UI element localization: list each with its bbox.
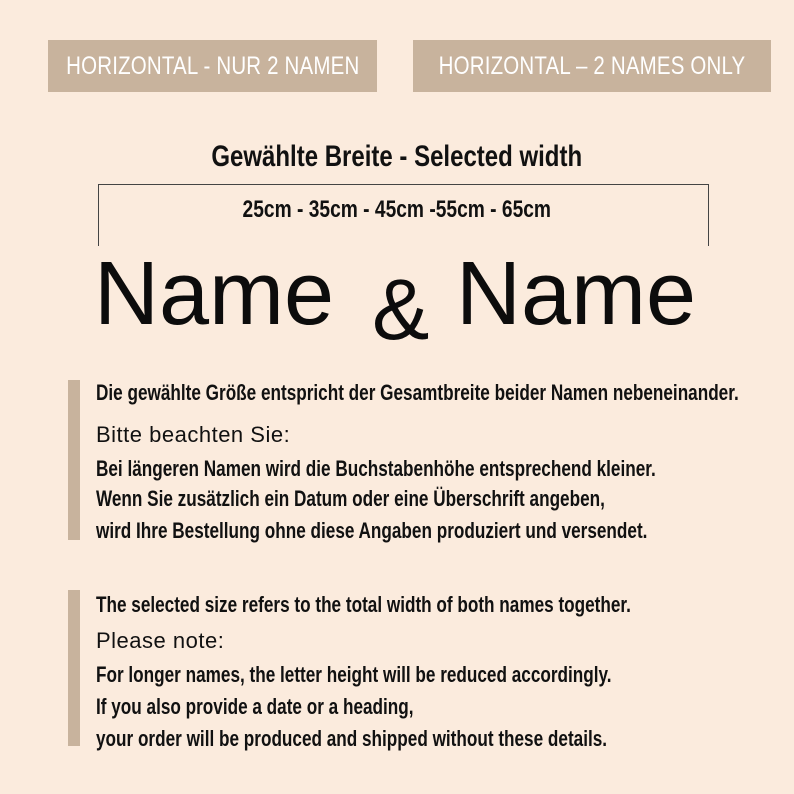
badge-german-label: HORIZONTAL - NUR 2 NAMEN [65, 51, 360, 80]
german-line-2: Wenn Sie zusätzlich ein Datum oder eine Überschrift angeben, [96, 486, 605, 511]
badge-english-label: HORIZONTAL – 2 NAMES ONLY [438, 51, 746, 80]
english-note-label: Please note: [96, 628, 225, 653]
sample-name-right: Name [456, 244, 697, 344]
english-line-1: For longer names, the letter height will be reduced accordingly. [96, 662, 612, 687]
sample-name-left: Name [94, 244, 335, 344]
width-title-text: Gewählte Breite - Selected width [211, 140, 583, 173]
german-intro: Die gewählte Größe entspricht der Gesamtbreite beider Namen nebeneinander. [96, 380, 739, 405]
english-intro: The selected size refers to the total width of both names together. [96, 592, 631, 617]
german-line-1: Bei längeren Namen wird die Buchstabenhöhe entsprechend kleiner. [96, 456, 656, 481]
badge-english-horizontal [413, 40, 771, 92]
width-options-text: 25cm - 35cm - 45cm -55cm - 65cm [242, 196, 552, 223]
sample-ampersand: & [372, 262, 430, 358]
badge-german-horizontal [48, 40, 377, 92]
german-info-block [68, 380, 768, 550]
english-line-3: your order will be produced and shipped without these details. [96, 726, 608, 751]
german-note-label: Bitte beachten Sie: [96, 422, 291, 447]
english-accent-bar [68, 590, 80, 746]
english-line-2: If you also provide a date or a heading, [96, 694, 414, 719]
name-sample [92, 244, 712, 358]
german-line-3: wird Ihre Bestellung ohne diese Angaben produziert und versendet. [96, 518, 648, 543]
width-options [0, 196, 794, 224]
width-title [0, 140, 794, 174]
german-accent-bar [68, 380, 80, 540]
english-info-block [68, 590, 768, 760]
